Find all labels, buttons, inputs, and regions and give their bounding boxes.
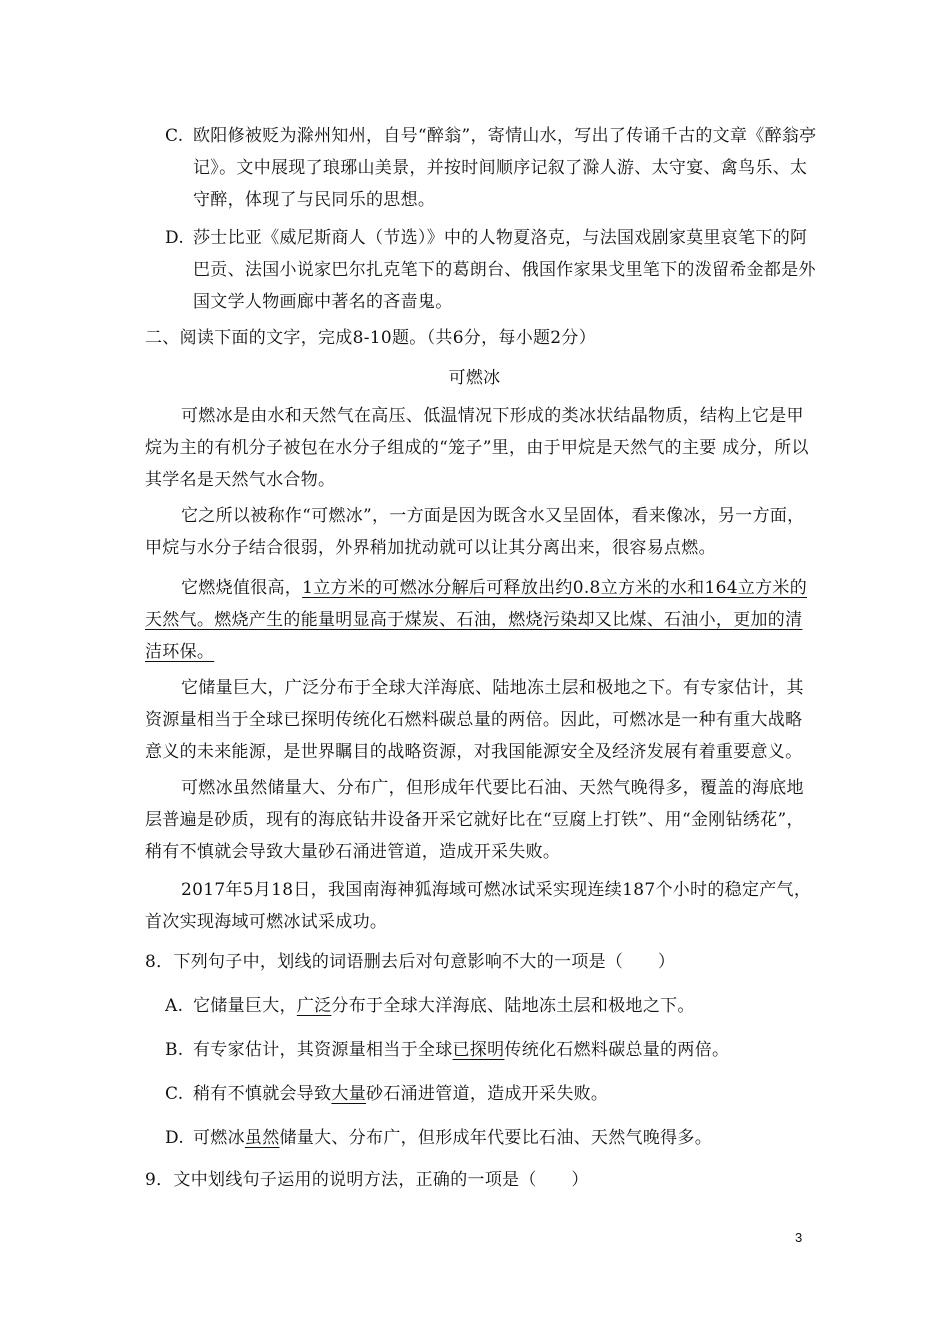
option-text: 传统化石燃料碳总量的两倍。 — [504, 1040, 730, 1060]
paragraph-2: 它之所以被称作“可燃冰”，一方面是因为既含水又呈固体，看来像冰，另一方面，甲烷与水分子结合很弱，外界稍加扰动就可以让其分离出来，很容易点燃。 — [145, 506, 805, 558]
option-text: 分布于全球大洋海底、陆地冻土层和极地之下。 — [331, 996, 695, 1016]
question-8-option-a — [165, 990, 820, 1022]
option-text: 储量大、分布广，但形成年代要比石油、天然气晚得多。 — [279, 1128, 713, 1148]
option-text: 有专家估计，其资源量相当于全球 — [193, 1040, 453, 1060]
option-label: B. — [165, 1040, 184, 1060]
passage-title: 可燃冰 — [448, 368, 501, 388]
question-8-option-b — [165, 1034, 820, 1066]
underlined-sentence: 1立方米的可燃冰分解后可释放出约0.8立方米的水和164立方米的天然气。燃烧产生的能量明显高于煤炭、石油，燃烧污染却又比煤、石油小，更加的清洁环保。 — [145, 578, 808, 662]
option-c-prev — [165, 120, 820, 216]
paragraph-5: 可燃冰虽然储量大、分布广，但形成年代要比石油、天然气晚得多，覆盖的海底地层普遍是砂质，现有的海底钻井设备开采它就好比在“豆腐上打铁”、用“金刚钻绣花”，稍有不慎就会导致大量砂石涌进管道，造成开采失败。 — [145, 778, 804, 862]
question-9-stem: 9．文中划线句子运用的说明方法，正确的一项是（ ） — [145, 1170, 589, 1190]
option-d-prev — [165, 222, 820, 318]
paragraph-3-plain: 它燃烧值很高， — [181, 578, 303, 598]
underlined-word: 虽然 — [244, 1128, 280, 1148]
section-heading: 二、阅读下面的文字，完成8-10题。（共6分，每小题2分） — [145, 328, 597, 348]
underlined-word: 已探明 — [452, 1040, 505, 1060]
option-text: 可燃冰 — [193, 1128, 245, 1148]
underlined-word: 大量 — [331, 1084, 367, 1104]
question-8-option-c — [165, 1078, 820, 1110]
underlined-word: 广泛 — [296, 996, 332, 1016]
option-label: D. — [165, 228, 185, 248]
option-label: C. — [165, 1084, 184, 1104]
paragraph-1: 可燃冰是由水和天然气在高压、低温情况下形成的类冰状结晶物质，结构上它是甲烷为主的有机分子被包在水分子组成的“笼子”里，由于甲烷是天然气的主要 成分，所以其学名是天然气水合物。 — [145, 406, 809, 490]
option-text: 莎士比亚《威尼斯商人（节选）》中的人物夏洛克，与法国戏剧家莫里哀笔下的阿巴贡、法国小说家巴尔扎克笔下的葛朗台、俄国作家果戈里笔下的泼留希金都是外国文学人物画廊中著名的吝啬鬼。 — [193, 228, 816, 312]
paragraph-4: 它储量巨大，广泛分布于全球大洋海底、陆地冻土层和极地之下。有专家估计，其资源量相当于全球已探明传统化石燃料碳总量的两倍。因此，可燃冰是一种有重大战略意义的未来能源，是世界瞩目的战略资源，对我国能源安全及经济发展有着重要意义。 — [145, 678, 804, 762]
option-text: 砂石涌进管道，造成开采失败。 — [366, 1084, 609, 1104]
question-8-stem: 8．下列句子中，划线的词语删去后对句意影响不大的一项是（ ） — [145, 952, 676, 972]
option-text: 欧阳修被贬为滁州知州，自号“醉翁”，寄情山水，写出了传诵千古的文章《醉翁亭记》。文中展现了琅琊山美景，并按时间顺序记叙了滁人游、太守宴、禽鸟乐、太守醉，体现了与民同乐的思想。 — [193, 126, 817, 210]
question-8-option-d — [165, 1122, 820, 1154]
option-label: A. — [165, 996, 184, 1016]
option-label: C. — [165, 126, 184, 146]
paragraph-6: 2017年5月18日，我国南海神狐海域可燃冰试采实现连续187个小时的稳定产气，首次实现海域可燃冰试采成功。 — [145, 880, 812, 932]
option-label: D. — [165, 1128, 185, 1148]
paragraph-3 — [145, 572, 815, 668]
option-text: 稍有不慎就会导致 — [193, 1084, 332, 1104]
page-number: 3 — [795, 1230, 803, 1245]
option-text: 它储量巨大， — [193, 996, 297, 1016]
